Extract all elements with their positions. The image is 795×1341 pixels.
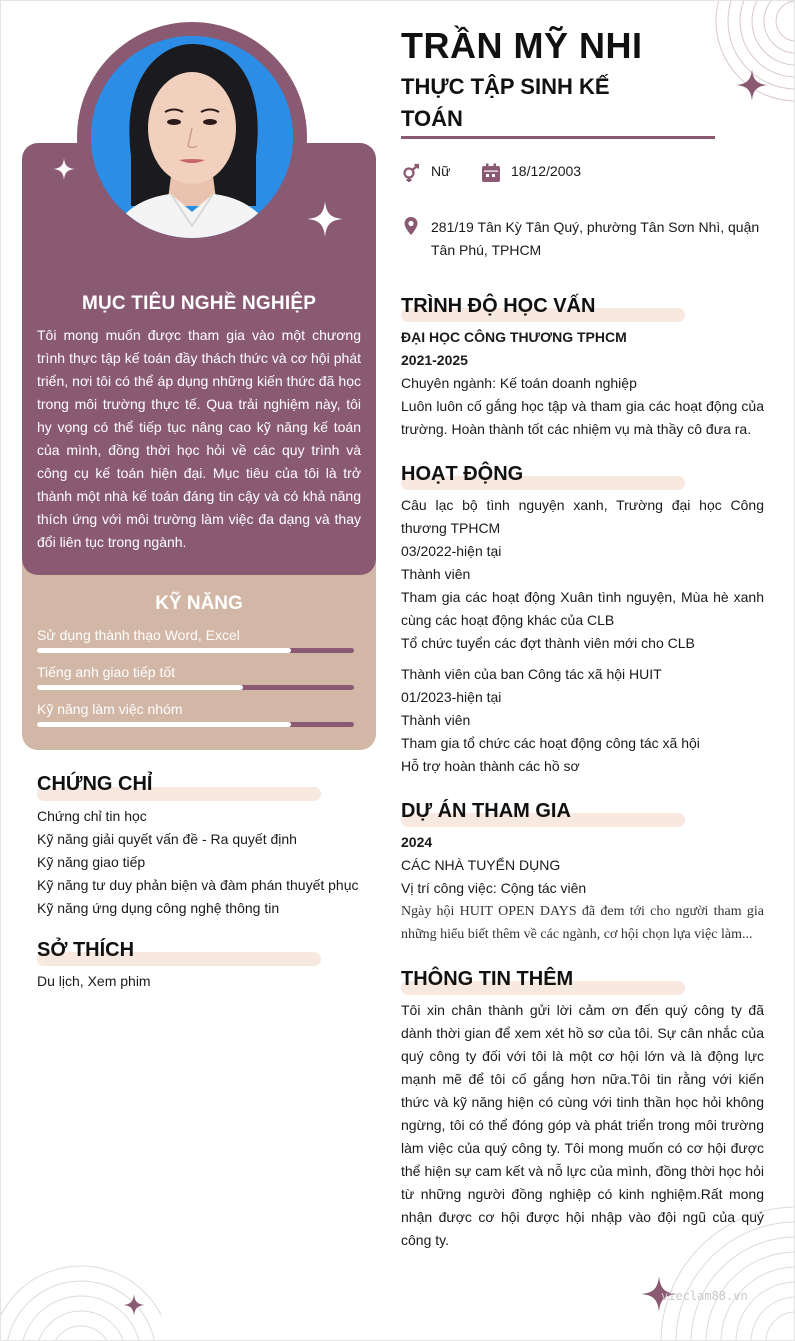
birthdate-value: 18/12/2003 bbox=[511, 163, 582, 179]
skill-bar-fill bbox=[37, 648, 291, 653]
activity-2 bbox=[401, 663, 764, 778]
objective-text: Tôi mong muốn được tham gia vào một chương trình thực tập kế toán đầy thách thức và cơ hội phát triển, nơi tôi có thể áp dụng những kiến thức đã học trong môi trường thực tế. Qua trải nghiệm này, tôi hy vọng có thể tiếp tục nâng cao kỹ năng kế toán của mình, đồng thời học hỏi về các quy trình và công cụ kế toán hiện đại. Mục tiêu của tôi là trở thành một nhà kế toán đáng tin cậy và có khả năng thích ứng với môi trường làm việc đa dạng và thay đổi liên tục trong ngành. bbox=[37, 327, 361, 550]
activity-desc: Tham gia các hoạt động Xuân tình nguyện, Mùa hè xanh cùng các hoạt động khác của CLB bbox=[401, 589, 764, 628]
list-item: Kỹ năng tư duy phản biện và đàm phán thuyết phục bbox=[37, 877, 359, 893]
activities-title: HOẠT ĐỘNG bbox=[401, 463, 524, 485]
certificates-title: CHỨNG CHỈ bbox=[37, 773, 153, 795]
role-line: THỰC TẬP SINH KẾ bbox=[401, 74, 610, 99]
gender-icon bbox=[401, 163, 421, 183]
list-item: Kỹ năng giải quyết vấn đề - Ra quyết định bbox=[37, 831, 297, 847]
school-name: ĐẠI HỌC CÔNG THƯƠNG TPHCM bbox=[401, 329, 627, 345]
activity-desc: Hỗ trợ hoàn thành các hồ sơ bbox=[401, 758, 580, 774]
objective-title: MỤC TIÊU NGHỀ NGHIỆP bbox=[81, 293, 317, 314]
activity-desc: Tham gia tổ chức các hoạt động công tác xã hội bbox=[401, 735, 700, 751]
project-position: Vị trí công việc: Cộng tác viên bbox=[401, 880, 587, 896]
address-row bbox=[401, 216, 766, 262]
certificates-list bbox=[37, 805, 367, 920]
activity-role: Thành viên bbox=[401, 712, 471, 728]
skill-label: Kỹ năng làm việc nhóm bbox=[37, 701, 183, 717]
address-value bbox=[431, 216, 766, 262]
project-desc: Ngày hội HUIT OPEN DAYS đã đem tới cho người tham gia những hiểu biết thêm về các ngành, cơ hội chọn lựa việc làm... bbox=[401, 904, 764, 942]
skill-bar bbox=[37, 685, 354, 690]
list-item: Kỹ năng giao tiếp bbox=[37, 854, 146, 870]
sparkle-icon bbox=[53, 157, 75, 181]
sparkle-icon bbox=[736, 69, 768, 101]
education-title: TRÌNH ĐỘ HỌC VẤN bbox=[401, 295, 596, 317]
activity-desc: Tổ chức tuyển các đợt thành viên mới cho CLB bbox=[401, 635, 695, 651]
activity-time: 01/2023-hiện tại bbox=[401, 689, 502, 705]
skill-item bbox=[37, 627, 354, 653]
sparkle-icon bbox=[307, 200, 343, 238]
skill-bar-fill bbox=[37, 722, 291, 727]
gender-row bbox=[401, 163, 450, 183]
extra-info-title: THÔNG TIN THÊM bbox=[401, 968, 574, 990]
sparkle-icon bbox=[123, 1294, 145, 1316]
projects-content bbox=[401, 831, 764, 946]
project-year: 2024 bbox=[401, 834, 433, 850]
address-line: 281/19 Tân Kỳ Tân Quý, phường Tân Sơn Nhì, quận bbox=[431, 219, 760, 235]
education-years: 2021-2025 bbox=[401, 352, 468, 368]
education-content bbox=[401, 326, 764, 441]
candidate-name: TRẦN MỸ NHI bbox=[401, 25, 643, 66]
gender-value: Nữ bbox=[431, 163, 451, 179]
education-desc: Luôn luôn cố gắng học tập và tham gia các hoạt động của trường. Hoàn thành tốt các nhiệm vụ mà thầy cô đưa ra. bbox=[401, 398, 764, 437]
skill-bar bbox=[37, 648, 354, 653]
skill-item bbox=[37, 664, 354, 690]
watermark: vieclam88.vn bbox=[661, 1289, 748, 1303]
location-pin-icon bbox=[401, 216, 421, 236]
skills-title: KỸ NĂNG bbox=[155, 593, 243, 614]
skill-item bbox=[37, 701, 354, 727]
education-major: Chuyên ngành: Kế toán doanh nghiệp bbox=[401, 375, 637, 391]
role-line: TOÁN bbox=[401, 106, 463, 131]
project-name: CÁC NHÀ TUYỂN DỤNG bbox=[401, 857, 561, 873]
activity-role: Thành viên bbox=[401, 566, 471, 582]
activity-time: 03/2022-hiện tại bbox=[401, 543, 502, 559]
candidate-role bbox=[401, 71, 641, 135]
skill-bar-fill bbox=[37, 685, 243, 690]
activity-org: Câu lạc bộ tình nguyện xanh, Trường đại học Công thương TPHCM bbox=[401, 497, 764, 536]
hobbies-text: Du lịch, Xem phim bbox=[37, 973, 151, 989]
profile-photo bbox=[91, 36, 293, 238]
header-divider bbox=[401, 136, 715, 139]
calendar-icon bbox=[481, 163, 501, 183]
extra-info-text: Tôi xin chân thành gửi lời cảm ơn đến quý công ty đã dành thời gian để xem xét hồ sơ của tôi. Sự cân nhắc của quý công ty đối với tôi là một cơ hội lớn và là động lực mạnh mẽ để tôi cố gắng hơn nữa.Tôi tin rằng với kiến thức và kỹ năng hiện có cùng với tinh thần học hỏi không ngừng, tôi có thể đóng góp và phát triển trong môi trường làm việc của quý công ty. Tôi mong muốn có cơ hội được thể hiện sự cam kết và nỗ lực của mình, đồng thời học hỏi từ những người đồng nghiệp có kinh nghiệm.Rất mong nhận được cơ hội được hội nhập vào đội ngũ của quý công ty. bbox=[401, 1002, 764, 1248]
address-line: Tân Phú, TPHCM bbox=[431, 242, 542, 258]
decor-arcs-top-right bbox=[701, 1, 795, 121]
activity-1 bbox=[401, 494, 764, 655]
birthdate-row bbox=[481, 163, 581, 183]
list-item: Kỹ năng ứng dụng công nghệ thông tin bbox=[37, 900, 280, 916]
activity-org: Thành viên của ban Công tác xã hội HUIT bbox=[401, 666, 662, 682]
list-item: Chứng chỉ tin học bbox=[37, 808, 147, 824]
projects-title: DỰ ÁN THAM GIA bbox=[401, 800, 571, 822]
skill-bar bbox=[37, 722, 354, 727]
skill-label: Tiếng anh giao tiếp tốt bbox=[37, 664, 176, 680]
hobbies-title: SỞ THÍCH bbox=[37, 939, 135, 961]
skill-label: Sử dụng thành thạo Word, Excel bbox=[37, 627, 240, 643]
